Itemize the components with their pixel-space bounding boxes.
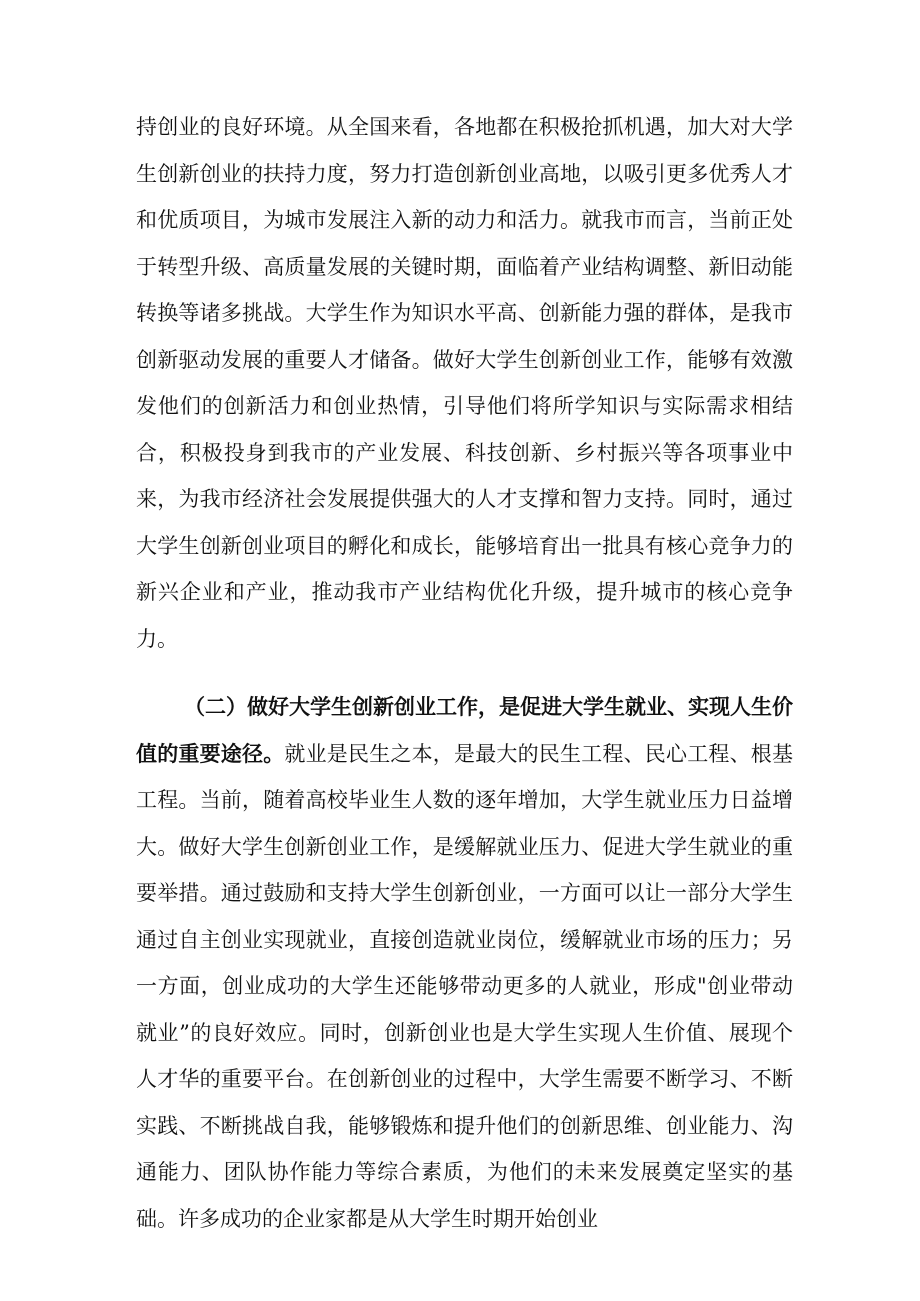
- section-heading: （二）做好大学生创新创业工作，是促进大学生就业、实现人生价值的重要途径。: [136, 694, 793, 766]
- paragraph-2-body: 就业是民生之本，是最大的民生工程、民心工程、根基工程。当前，随着高校毕业生人数的逐年增加，大学生就业压力日益增大。做好大学生创新创业工作，是缓解就业压力、促进大学生就业的重要举措。通过鼓励和支持大学生创新创业，一方面可以让一部分大学生通过自主创业实现就业，直接创造就业岗位，缓解就业市场的压力；另一方面，创业成功的大学生还能够带动更多的人就业，形成"创业带动就业”的良好效应。同时，创新创业也是大学生实现人生价值、展现个人才华的重要平台。在创新创业的过程中，大学生需要不断学习、不断实践、不断挑战自我，能够锻炼和提升他们的创新思维、创业能力、沟通能力、团队协作能力等综合素质，为他们的未来发展奠定坚实的基础。许多成功的企业家都是从大学生时期开始创业: [136, 741, 794, 1231]
- paragraph-1: 持创业的良好环境。从全国来看，各地都在积极抢抓机遇，加大对大学生创新创业的扶持力度，努力打造创新创业高地，以吸引更多优秀人才和优质项目，为城市发展注入新的动力和活力。就我市而言，当前正处于转型升级、高质量发展的关键时期，面临着产业结构调整、新旧动能转换等诸多挑战。大学生作为知识水平高、创新能力强的群体，是我市创新驱动发展的重要人才储备。做好大学生创新创业工作，能够有效激发他们的创新活力和创业热情，引导他们将所学知识与实际需求相结合，积极投身到我市的产业发展、科技创新、乡村振兴等各项事业中来，为我市经济社会发展提供强大的人才支撑和智力支持。同时，通过大学生创新创业项目的孵化和成长，能够培育出一批具有核心竞争力的新兴企业和产业，推动我市产业结构优化升级，提升城市的核心竞争力。: [136, 115, 793, 651]
- paragraph-2: [136, 684, 793, 1242]
- paragraph-spacer: [136, 662, 793, 684]
- document-page: [136, 104, 793, 1242]
